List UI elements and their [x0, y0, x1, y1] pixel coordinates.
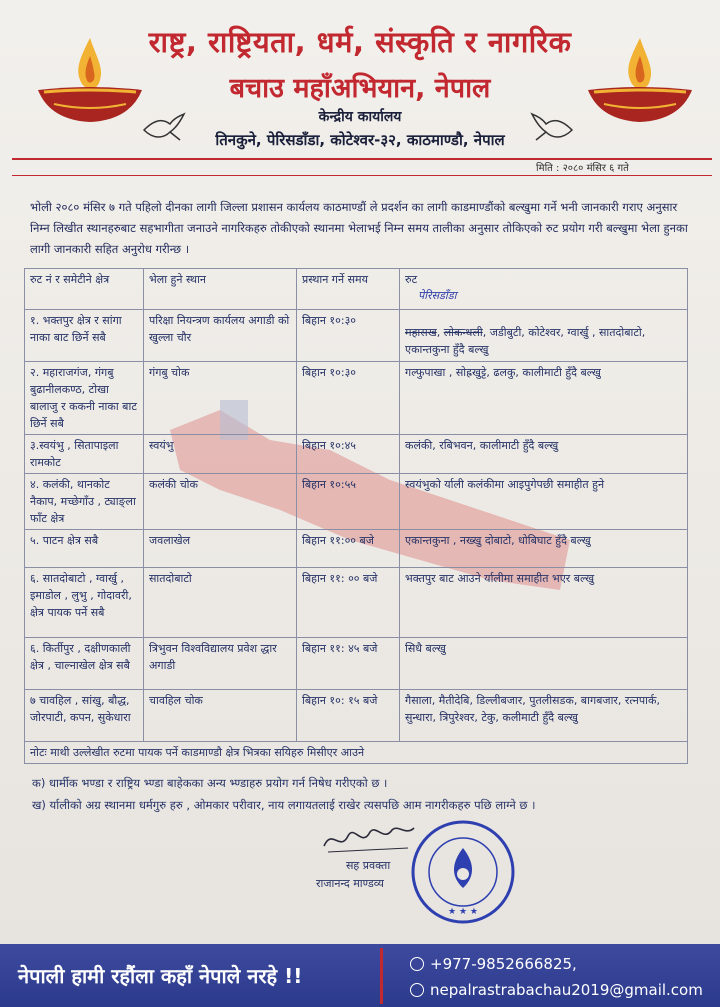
cell-place: स्वयंभु — [144, 435, 297, 474]
table-row — [25, 435, 688, 474]
table-row — [25, 568, 688, 638]
table-row — [25, 638, 688, 690]
instruction-item: ख) र्यालीको अग्र स्थानमा धर्मगुरु हरु , ओमकार परीवार, नाय लगायतलाई राखेर त्यसपछि आम नागरीकहरु पछि लाग्ने छ । — [32, 798, 536, 812]
cell-route: महासख, लोकन्थली, जडीबुटी, कोटेश्वर, ग्वार्खु , सातदोबाटो, एकान्तकुना हुँदै बल्खु — [400, 310, 688, 362]
route-table — [24, 268, 688, 764]
cell-route: कलंकी, रबिभवन, कालीमाटी हुँदै बल्खु — [400, 435, 688, 474]
cell-route: भक्तपुर बाट आउने र्यालीमा समाहीत भएर बल्खु — [400, 568, 688, 638]
cell-time: बिहान १०:५५ — [297, 474, 400, 530]
cell-route: गल्फुपाखा , सोह्रखुट्टे, ढलकु, कालीमाटी हुँदै बल्खु — [400, 362, 688, 435]
cell-time: बिहान ११: ०० बजे — [297, 568, 400, 638]
cell-place: सातदोबाटो — [144, 568, 297, 638]
cell-area: ४. कलंकी, थानकोट नैकाप, मच्छेगाँउ , ट्याङ्ला फाँट क्षेत्र — [25, 474, 144, 530]
table-row — [25, 310, 688, 362]
header-place: भेला हुने स्थान — [144, 269, 297, 310]
org-title-line2: बचाउ महाँअभियान, नेपाल — [229, 73, 491, 104]
cell-route: स्वयंभुको र्याली कलंकीमा आइपुगेपछी समाहीत हुने — [400, 474, 688, 530]
route-text: , जडीबुटी, कोटेश्वर, ग्वार्खु , सातदोबाटो, एकान्तकुना हुँदै बल्खु — [405, 326, 646, 356]
header-route: रुट — [400, 269, 688, 310]
cell-area: ६. सातदोबाटो , ग्वार्खु , इमाडोल , लुभु , गोदावरी, क्षेत्र पायक पर्ने सबै — [25, 568, 144, 638]
footer-slogan: नेपाली हामी रहौंला कहाँ नेपाले नरहे !! — [18, 964, 303, 988]
table-note: नोटः माथी उल्लेखीत रुटमा पायक पर्ने काडमाण्डौ क्षेत्र भित्रका सयिहरु मिसीएर आउने — [25, 742, 688, 764]
table-row — [25, 690, 688, 742]
official-seal-stamp — [408, 818, 518, 926]
cell-time: बिहान १०:३० — [297, 310, 400, 362]
signatory-role: सह प्रवक्ता — [346, 859, 391, 872]
cell-time: बिहान १०: १५ बजे — [297, 690, 400, 742]
cell-route: सिधै बल्खु — [400, 638, 688, 690]
signature-scribble — [318, 818, 418, 858]
header-divider-thin — [12, 175, 712, 176]
signatory-name: राजानन्द माण्डव्य — [316, 877, 384, 890]
struck-route-text: महासख — [405, 326, 437, 339]
footer-phone[interactable] — [410, 955, 577, 973]
footer-email[interactable] — [410, 981, 703, 999]
cell-time: बिहान ११:०० बजे — [297, 530, 400, 568]
email-address: nepalrastrabachau2019@gmail.com — [430, 981, 703, 999]
cell-place: त्रिभुवन विश्वविद्यालय प्रवेश द्धार अगाडी — [144, 638, 297, 690]
intro-paragraph: भोली २०८० मंसिर ७ गते पहिलो दीनका लागी जिल्ला प्रशासन कार्यलय काठमाण्डौं ले प्रदर्शन का लागी काडमाण्डौंको बल्खुमा गर्ने भनी जानकारी गराए अनुसार निम्न लिखीत स्थानहरुबाट सहभागीता जनाउने नागरिकहरु तोकीएको स्थानमा भेलाभई निम्न समय तालीका अनुसार तोकिएको रुट प्रयोग गरी बल्खुमा भेला हुनका लागी जानकारी सहित अनुरोध गरीन्छ । — [30, 200, 688, 256]
handwritten-correction: पेरिसडाँडा — [418, 289, 457, 302]
header-area: रुट नं र समेटीने क्षेत्र — [25, 269, 144, 310]
office-address: तिनकुने, पेरिसडाँडा, कोटेश्वर-३२, काठमाण्डौ, नेपाल — [215, 131, 505, 149]
org-title-line1: राष्ट्र, राष्ट्रियता, धर्म, संस्कृति र नागरिक — [148, 25, 572, 59]
cell-place: परिक्षा नियन्त्रण कार्यलय अगाडी को खुल्ला चौर — [144, 310, 297, 362]
cell-route: एकान्तकुना , नख्खु दोबाटो, धोबिघाट हुँदै बल्खु — [400, 530, 688, 568]
footer-divider — [380, 948, 383, 1004]
instruction-list — [32, 772, 692, 816]
cell-area: २. महाराजगंज, गंगबु बुढानीलकण्ठ, टोखा बालाजु र ककनी नाका बाट छिर्ने सबै — [25, 362, 144, 435]
cell-route: गैसाला, मैतीदेबि, डिल्लीबजार, पुतलीसडक, बागबजार, रत्नपार्क, सुन्धारा, त्रिपुरेश्वर, टेकु, कलीमाटी हुँदै बल्खु — [400, 690, 688, 742]
email-icon — [410, 983, 424, 997]
table-row — [25, 362, 688, 435]
table-row — [25, 474, 688, 530]
cell-area: ५. पाटन क्षेत्र सबै — [25, 530, 144, 568]
cell-place: गंगबु चोक — [144, 362, 297, 435]
header-time: प्रस्थान गर्ने समय — [297, 269, 400, 310]
letter-date: मिति : २०८० मंसिर ६ गते — [532, 160, 633, 176]
cell-place: चावहिल चोक — [144, 690, 297, 742]
cell-area: ७ चावहिल , सांखु, बौद्ध, जोरपाटी, कपन, सुकेधारा — [25, 690, 144, 742]
table-header-row — [25, 269, 688, 310]
instruction-item: क) धार्मीक भण्डा र राष्ट्रिय भ्ण्डा बाहेकका अन्य भ्ण्डाहरु प्रयोग गर्न निषेध गरीएको छ । — [32, 776, 388, 790]
table-note-row — [25, 742, 688, 764]
phone-icon — [410, 957, 424, 971]
cell-time: बिहान ११: ४५ बजे — [297, 638, 400, 690]
table-row — [25, 530, 688, 568]
phone-number: +977-9852666825, — [430, 955, 577, 973]
cell-place: जवलाखेल — [144, 530, 297, 568]
struck-route-text: लोकन्थली — [443, 326, 483, 339]
cell-place: कलंकी चोक — [144, 474, 297, 530]
cell-area: १. भक्तपुर क्षेत्र र सांगा नाका बाट छिर्ने सबै — [25, 310, 144, 362]
office-label: केन्द्रीय कार्यालय — [318, 109, 402, 125]
cell-area: ६. किर्तीपुर , दक्षीणकाली क्षेत्र , चाल्नाखेल क्षेत्र सबै — [25, 638, 144, 690]
cell-time: बिहान १०:३० — [297, 362, 400, 435]
cell-area: ३.स्वयंभु , सितापाइला रामकोट — [25, 435, 144, 474]
cell-time: बिहान १०:४५ — [297, 435, 400, 474]
svg-text:★ ★ ★: ★ ★ ★ — [448, 907, 478, 917]
